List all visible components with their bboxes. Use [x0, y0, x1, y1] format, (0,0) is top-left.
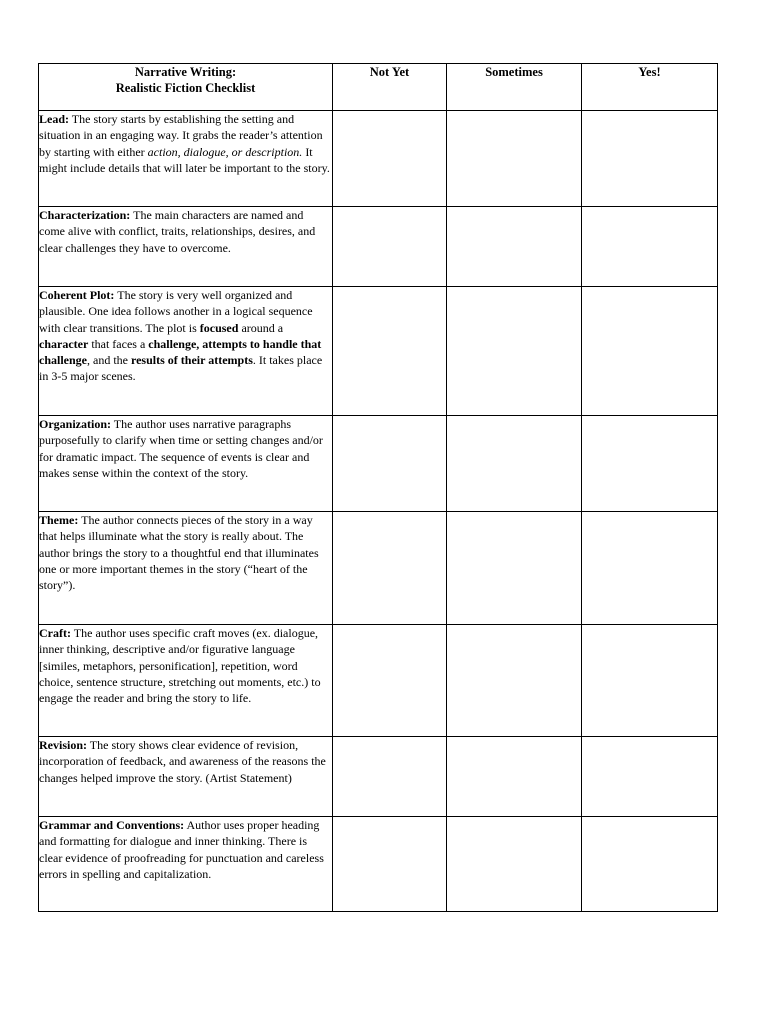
column-header-not-yet: Not Yet [333, 64, 447, 111]
checkbox-cell-yes[interactable] [582, 207, 718, 287]
checkbox-cell-yes[interactable] [582, 625, 718, 737]
checkbox-cell-not-yet[interactable] [333, 207, 447, 287]
checkbox-cell-not-yet[interactable] [333, 512, 447, 625]
checkbox-cell-sometimes[interactable] [447, 737, 582, 817]
criterion-lead: Lead: The story starts by establishing the setting and situation in an engaging way. It grabs the reader’s attention by starting with either action, dialogue, or description. It might include details that will later be important to the story. [39, 111, 333, 207]
criterion-name: Craft: [39, 626, 71, 640]
checkbox-cell-sometimes[interactable] [447, 625, 582, 737]
criterion-row-revision [39, 737, 718, 817]
criterion-name: Revision: [39, 738, 87, 752]
criterion-organization: Organization: The author uses narrative paragraphs purposefully to clarify when time or setting changes and/or for dramatic impact. The sequence of events is clear and makes sense within the context of the story. [39, 416, 333, 512]
checkbox-cell-not-yet[interactable] [333, 737, 447, 817]
criterion-row-grammar [39, 817, 718, 912]
criterion-name: Organization: [39, 417, 111, 431]
checklist-table [38, 63, 718, 912]
checkbox-cell-sometimes[interactable] [447, 287, 582, 416]
criterion-row-craft [39, 625, 718, 737]
criterion-row-theme [39, 512, 718, 625]
checkbox-cell-sometimes[interactable] [447, 817, 582, 912]
criterion-name: Coherent Plot: [39, 288, 115, 302]
checkbox-cell-not-yet[interactable] [333, 111, 447, 207]
checkbox-cell-sometimes[interactable] [447, 416, 582, 512]
criterion-row-lead [39, 111, 718, 207]
criterion-row-characterization [39, 207, 718, 287]
checkbox-cell-yes[interactable] [582, 512, 718, 625]
header-row [39, 64, 718, 111]
criterion-grammar-and-conventions: Grammar and Conventions: Author uses proper heading and formatting for dialogue and inner thinking. There is clear evidence of proofreading for punctuation and careless errors in spelling and capitalization. [39, 817, 333, 912]
checkbox-cell-sometimes[interactable] [447, 512, 582, 625]
column-header-sometimes: Sometimes [447, 64, 582, 111]
column-header-yes: Yes! [582, 64, 718, 111]
checklist-title [39, 64, 333, 111]
title-line-1: Narrative Writing: [134, 65, 237, 79]
checkbox-cell-yes[interactable] [582, 111, 718, 207]
criterion-name: Characterization: [39, 208, 131, 222]
checkbox-cell-not-yet[interactable] [333, 416, 447, 512]
checkbox-cell-not-yet[interactable] [333, 287, 447, 416]
checkbox-cell-not-yet[interactable] [333, 817, 447, 912]
criterion-characterization: Characterization: The main characters are named and come alive with conflict, traits, relationships, desires, and clear challenges they have to overcome. [39, 207, 333, 287]
criterion-name: Lead: [39, 112, 69, 126]
title-line-2: Realistic Fiction Checklist [115, 81, 256, 95]
criterion-craft: Craft: The author uses specific craft moves (ex. dialogue, inner thinking, descriptive and/or figurative language [similes, metaphors, personification], repetition, word choice, sentence structure, stretching out moments, etc.) to engage the reader and bring the story to life. [39, 625, 333, 737]
criterion-theme: Theme: The author connects pieces of the story in a way that helps illuminate what the story is really about. The author brings the story to a thoughtful end that illuminates one or more important themes in the story (“heart of the story”). [39, 512, 333, 625]
criterion-row-organization [39, 416, 718, 512]
criterion-row-coherent-plot [39, 287, 718, 416]
checkbox-cell-sometimes[interactable] [447, 207, 582, 287]
checkbox-cell-yes[interactable] [582, 737, 718, 817]
checkbox-cell-yes[interactable] [582, 416, 718, 512]
criterion-revision: Revision: The story shows clear evidence of revision, incorporation of feedback, and awareness of the reasons the changes helped improve the story. (Artist Statement) [39, 737, 333, 817]
criterion-name: Theme: [39, 513, 79, 527]
criterion-name: Grammar and Conventions: [39, 818, 185, 832]
criterion-coherent-plot: Coherent Plot: The story is very well organized and plausible. One idea follows another in a logical sequence with clear transitions. The plot is focused around a character that faces a challenge, attempts to handle that challenge, and the results of their attempts. It takes place in 3-5 major scenes. [39, 287, 333, 416]
checkbox-cell-not-yet[interactable] [333, 625, 447, 737]
checkbox-cell-sometimes[interactable] [447, 111, 582, 207]
checkbox-cell-yes[interactable] [582, 817, 718, 912]
checkbox-cell-yes[interactable] [582, 287, 718, 416]
